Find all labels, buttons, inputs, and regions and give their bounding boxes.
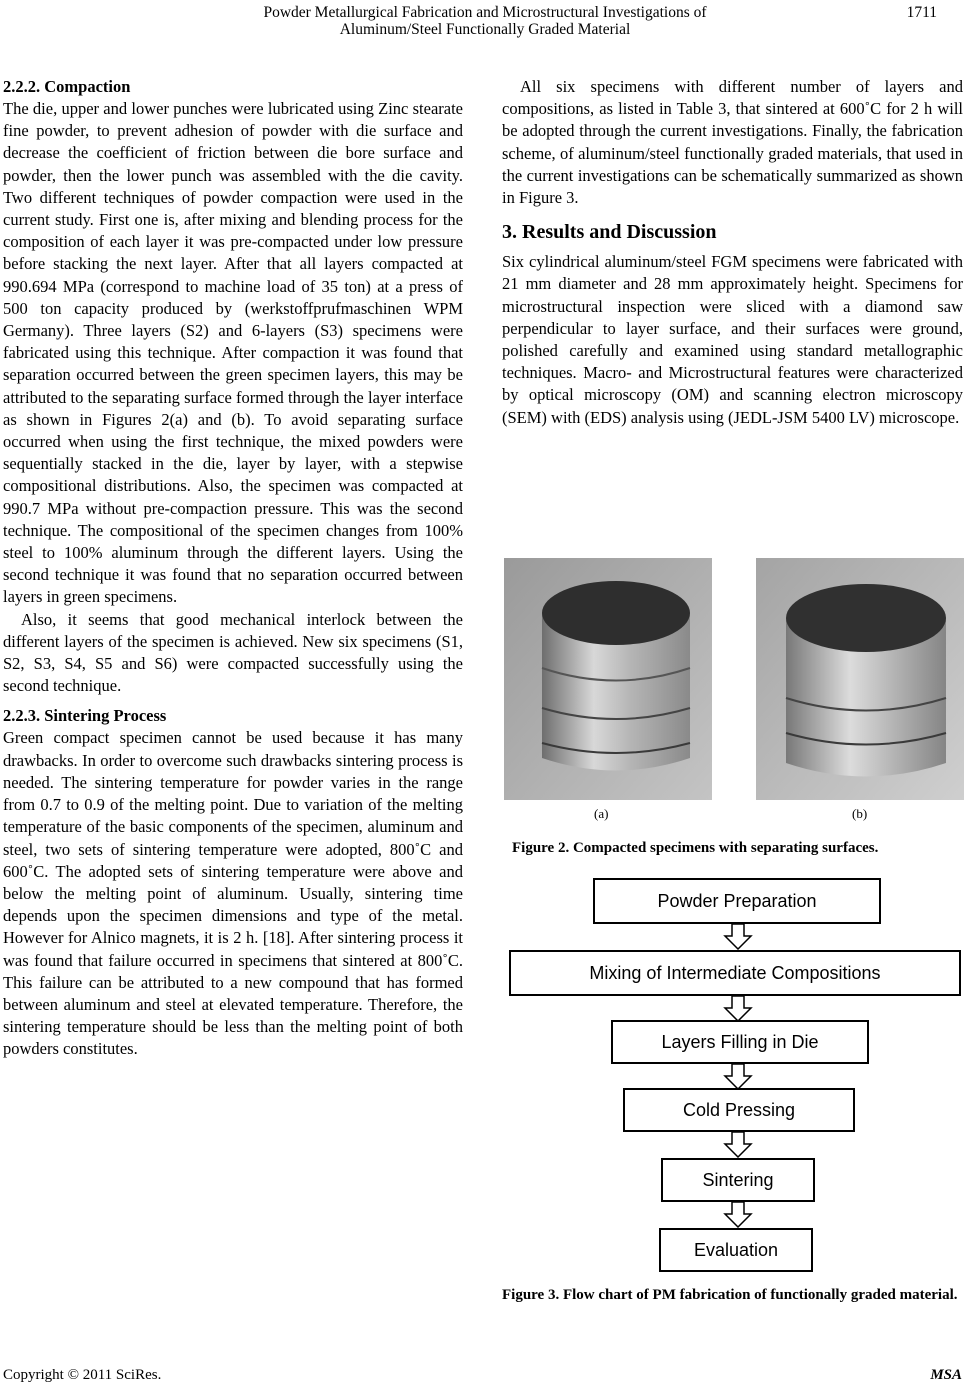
flow-step-sintering: Sintering: [661, 1158, 815, 1202]
photo-specimen-a: [504, 558, 712, 800]
compaction-paragraph-1: The die, upper and lower punches were lubricated using Zinc stearate fine powder, to prevent adhesion of powder with die surface and decrease the coefficient of friction between die bore surface and powder, then the lower punch was assembled with the die cavity. Two different techniques of powder compaction were used in the current study. First one is, after mixing and blending process for the composition of each layer it was pre-compacted under low pressure before stacking the next layer. After that all layers compacted at 990.694 MPa (correspond to machine load of 35 ton) at a press of 500 ton capacity produced by (werkstoffprufmaschinen WPM Germany). Three layers (S2) and 6-layers (S3) specimens were fabricated using this technique. After compaction it was found that separation occurred between the green specimen layers, this may be attributed to the separating surface formed through the layer interface as shown in Figures 2(a) and (b). To avoid separating surface occurred when using the first technique, the mixed powders were sequentially stacked in the die, layer by layer, with a stepwise compositional distributions. Also, the specimen was compacted at 990.7 MPa without pre-compaction pressure. This was the second technique. The compositional of the specimen changes from 100% steel to 100% aluminum through the different layers. Using the second technique it was found that no separation occurred between layers in green specimens.: [3, 99, 463, 607]
flow-step-cold-pressing: Cold Pressing: [623, 1088, 855, 1132]
left-column: [3, 76, 463, 1061]
figure-3-flowchart: [505, 876, 965, 1276]
footer-journal: MSA: [930, 1367, 962, 1383]
section-heading-sintering: 2.2.3. Sintering Process: [3, 706, 167, 726]
sintering-paragraph-1: Green compact specimen cannot be used because it has many drawbacks. In order to overcome such drawbacks sintering process is needed. The sintering temperature for powder varies in the range from 0.7 to 0.9 of the melting point. Due to variation of the melting temperature of the basic components of the specimen, aluminum and steel, two sets of sintering temperature were adopted, 800˚C and 600˚C. The adopted sets of sintering temperature were above and below the melting point of aluminum. Usually, sintering time depends upon the specimen dimensions and type of the metal. However for Alnico magnets, it is 2 h. [18]. After sintering process it was found that failure occurred in specimens that sintered at 800˚C. This failure can be attributed to a new compound that has formed between aluminum and steel at elevated temperature. Therefore, the sintering temperature should be less than the melting point of both powders constitutes.: [3, 728, 463, 1059]
figure-2: [502, 556, 963, 861]
header-title-line1: Powder Metallurgical Fabrication and Microstructural Investigations of: [263, 4, 707, 21]
flow-step-mixing: Mixing of Intermediate Compositions: [509, 950, 961, 996]
right-column: [502, 76, 963, 429]
intro-paragraph: All six specimens with different number of layers and compositions, as listed in Table 3, that sintered at 600˚C for 2 h will be adopted through the current investigations. Finally, the fabrication scheme, of aluminum/steel functionally graded materials, that used in the current investigations can be schematically summarized as shown in Figure 3.: [502, 77, 963, 208]
figure-2-caption: Figure 2. Compacted specimens with separating surfaces.: [512, 840, 879, 856]
figure-3-caption: Figure 3. Flow chart of PM fabrication of functionally graded material.: [502, 1287, 958, 1303]
running-header: [0, 4, 965, 40]
flow-step-layers-filling: Layers Filling in Die: [611, 1020, 869, 1064]
flow-arrow-2: [723, 996, 753, 1022]
flow-arrow-4: [723, 1132, 753, 1158]
subcaption-b: (b): [852, 806, 868, 821]
section-heading-compaction: 2.2.2. Compaction: [3, 77, 131, 96]
photo-specimen-b: [756, 558, 964, 800]
flow-step-evaluation: Evaluation: [659, 1228, 813, 1272]
compaction-paragraph-2: Also, it seems that good mechanical interlock between the different layers of the specimen is achieved. New six specimens (S1, S2, S3, S4, S5 and S6) were compacted successfully using the second technique.: [3, 609, 463, 696]
flow-arrow-5: [723, 1202, 753, 1228]
header-title-line2: Aluminum/Steel Functionally Graded Material: [339, 21, 631, 38]
page-number: 1711: [906, 4, 937, 21]
flow-arrow-3: [723, 1064, 753, 1090]
flow-step-powder-preparation: Powder Preparation: [593, 878, 881, 924]
results-paragraph-1: Six cylindrical aluminum/steel FGM specimens were fabricated with 21 mm diameter and 28 mm approximately height. Specimens for microstructural inspection were sliced with a diamond saw perpendicular to layer surface, and their surfaces were ground, polished carefully and examined using standard metallographic techniques. Macro- and Microstructural features were characterized by optical microscopy (OM) and scanning electron microscopy (SEM) with (EDS) analysis using (JEDL-JSM 5400 LV) microscope.: [502, 252, 963, 427]
flow-arrow-1: [723, 924, 753, 950]
footer-copyright: Copyright © 2011 SciRes.: [3, 1367, 162, 1383]
subcaption-a: (a): [594, 806, 609, 821]
header-title: [150, 4, 820, 38]
section-heading-results: 3. Results and Discussion: [502, 221, 717, 244]
